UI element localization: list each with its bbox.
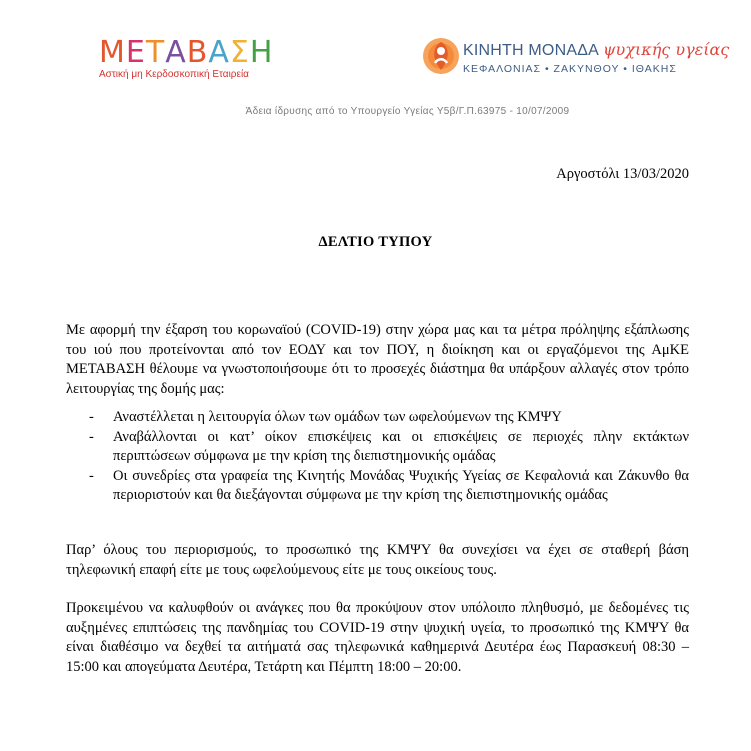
date-line: Αργοστόλι 13/03/2020 bbox=[556, 166, 689, 182]
list-item bbox=[66, 467, 689, 506]
kmpsy-logo-name: ΚΙΝΗΤΗ ΜΟΝΑΔΑ bbox=[463, 42, 599, 59]
paragraph-phone-contact: Παρ’ όλους του περιορισμούς, το προσωπικό της ΚΜΨΥ θα συνεχίσει να έχει σε σταθερή βάση τηλεφωνική επαφή είτε με τους ωφελούμενους είτε με τους οικείους τους. bbox=[66, 542, 689, 578]
kmpsy-logo-script: ψυχικής υγείας bbox=[602, 40, 730, 59]
bullet-dash: - bbox=[89, 467, 94, 484]
license-line bbox=[0, 106, 751, 117]
list-item-text: Αναστέλλεται η λειτουργία όλων των ομάδων των ωφελούμενων της ΚΜΨΥ bbox=[113, 409, 562, 425]
bullet-dash: - bbox=[89, 428, 94, 445]
logo-letter: Α bbox=[208, 35, 230, 70]
list-item-text: Οι συνεδρίες στα γραφεία της Κινητής Μονάδας Ψυχικής Υγείας σε Κεφαλονιά και Ζάκυνθο θα περιοριστούν και θα διεξάγονται σύμφωνα με την κρίση της διεπιστημονικής ομάδας bbox=[113, 467, 689, 503]
bullet-dash: - bbox=[89, 409, 94, 425]
paragraph-intro: Με αφορμή την έξαρση του κορωναϊού (COVID-19) στην χώρα μας και τα μέτρα πρόληψης εξάπλωσης του ιού που προτείνονται από τον ΕΟΔΥ και τον ΠΟΥ, η διοίκηση και οι εργαζόμενοι της ΑμΚΕ ΜΕΤΑΒΑΣΗ θέλουμε να γνωστοποιήσουμε ότι το προσεχές διάστημα θα υπάρξουν αλλαγές στον τρόπο λειτουργίας της δομής μας: bbox=[66, 322, 689, 397]
logo-letter: Β bbox=[186, 35, 209, 70]
measures-list bbox=[66, 408, 689, 506]
list-item bbox=[66, 408, 689, 428]
logo-letter: Α bbox=[165, 35, 187, 70]
logo-letter: Ε bbox=[125, 35, 146, 70]
list-item-text: Αναβάλλονται οι κατ’ οίκον επισκέψεις και οι επισκέψεις σε περιοχές πλην εκτάκτων περιπτώσεων σύμφωνα με την κρίση της διεπιστημονικής ομάδας bbox=[113, 428, 689, 464]
kmpsy-logo-title bbox=[463, 40, 729, 60]
logo-letter: Σ bbox=[229, 35, 250, 70]
logo-letter: Τ bbox=[145, 35, 166, 70]
logo-letter: Η bbox=[249, 35, 274, 70]
document-title: ΔΕΛΤΙΟ ΤΥΠΟΥ bbox=[318, 234, 433, 250]
metavasi-logo-subtitle: Αστική μη Κερδοσκοπική Εταιρεία bbox=[99, 69, 249, 80]
metavasi-logo bbox=[99, 35, 274, 80]
kmpsy-emblem-icon bbox=[421, 36, 461, 76]
kmpsy-logo bbox=[421, 36, 730, 84]
paragraph-availability: Προκειμένου να καλυφθούν οι ανάγκες που θα προκύψουν στον υπόλοιπο πληθυσμό, με δεδομένες τις αυξημένες επιπτώσεις της πανδημίας του COVID-19 στην ψυχική υγεία, το προσωπικό της ΚΜΨΥ θα είναι διαθέσιμο να δεχθεί τα αιτήματά σας τηλεφωνικά καθημερινά Δευτέρα έως Παρασκευή 08:30 – 15:00 και απογεύματα Δευτέρα, Τετάρτη και Πέμπτη 18:00 – 20:00. bbox=[66, 600, 689, 675]
metavasi-logo-title bbox=[99, 35, 274, 70]
kmpsy-logo-regions: ΚΕΦΑΛΟΝΙΑΣ • ΖΑΚΥΝΘΟΥ • ΙΘΑΚΗΣ bbox=[463, 63, 677, 75]
license-text: Άδεια ίδρυσης από το Υπουργείο Υγείας Υ5β/Γ.Π.63975 - 10/07/2009 bbox=[245, 106, 570, 117]
logo-letter: Μ bbox=[99, 35, 126, 70]
list-item bbox=[66, 428, 689, 467]
